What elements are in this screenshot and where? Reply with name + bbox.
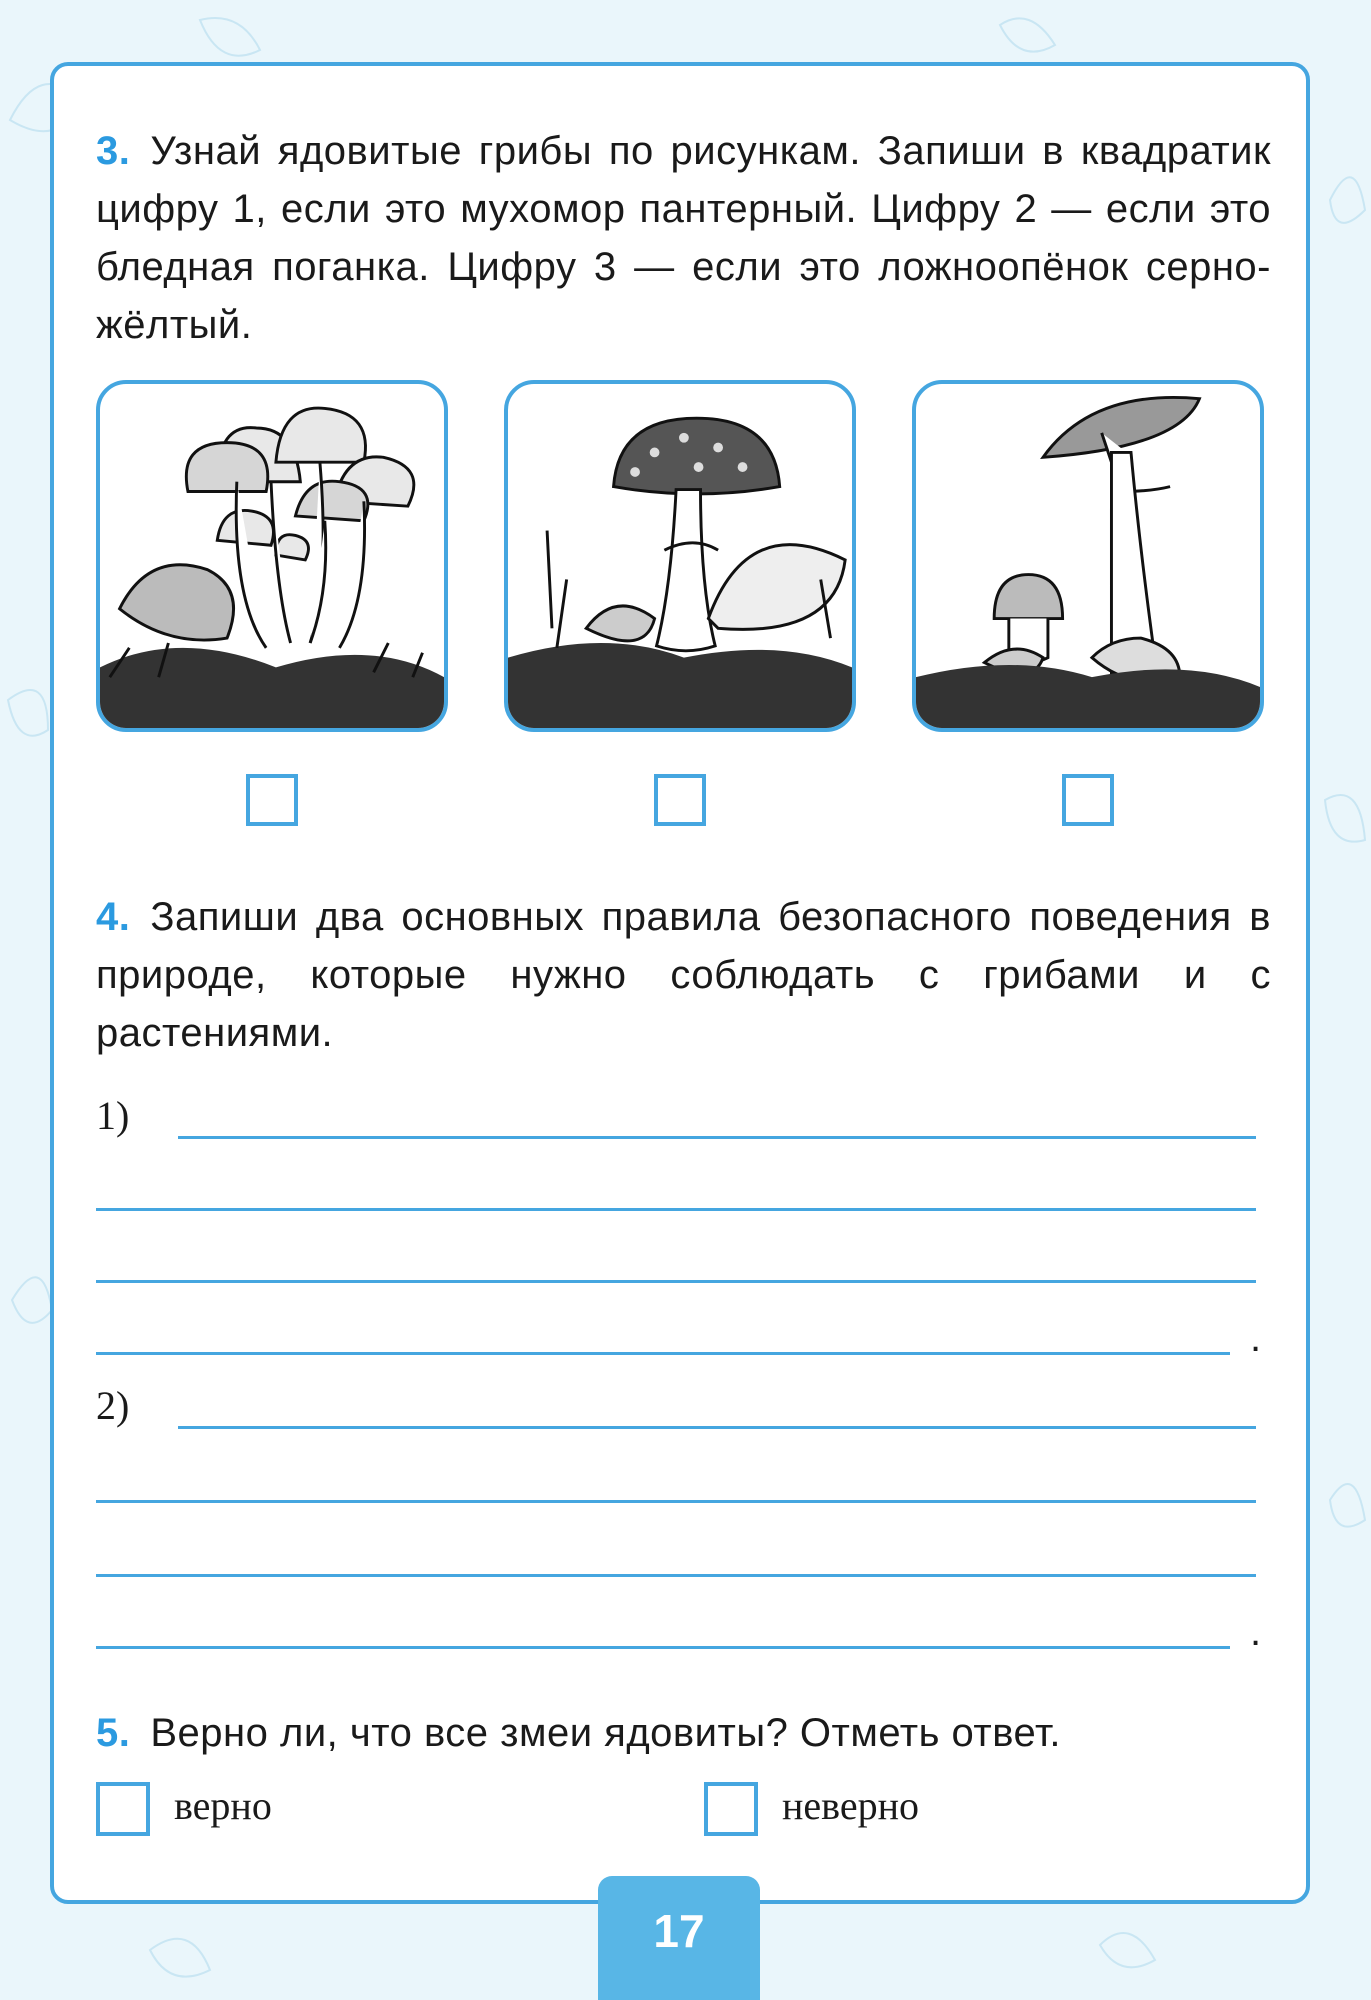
task-4-number: 4. — [96, 895, 131, 939]
death-cap-picture — [912, 380, 1264, 732]
writing-line[interactable] — [96, 1208, 1256, 1211]
writing-line[interactable] — [96, 1574, 1256, 1577]
task-5 — [96, 1704, 1271, 1762]
writing-line[interactable] — [178, 1426, 1256, 1429]
answer-2-label: 2) — [96, 1383, 130, 1428]
page-number: 17 — [653, 1905, 705, 1957]
task-4 — [96, 888, 1271, 1062]
task-5-number: 5. — [96, 1711, 131, 1755]
task-3-number: 3. — [96, 129, 131, 173]
panther-cap-picture — [504, 380, 856, 732]
task-3 — [96, 122, 1271, 354]
page-number-tab — [598, 1876, 760, 2000]
false-checkbox[interactable] — [704, 1782, 758, 1836]
writing-line[interactable] — [96, 1500, 1256, 1503]
mushroom-cluster-picture — [96, 380, 448, 732]
answer-1-label: 1) — [96, 1093, 130, 1138]
writing-line[interactable] — [178, 1136, 1256, 1139]
answer-box-3[interactable] — [1062, 774, 1114, 826]
task-5-text: Верно ли, что все змеи ядовиты? Отметь ответ. — [150, 1711, 1061, 1755]
period-mark: . — [1250, 1610, 1262, 1654]
false-label: неверно — [782, 1783, 919, 1828]
writing-line[interactable] — [96, 1646, 1230, 1649]
true-label: верно — [174, 1783, 272, 1828]
writing-line[interactable] — [96, 1352, 1230, 1355]
task-3-text: Узнай ядовитые грибы по рисункам. Запиши в квадратик цифру 1, если это мухомор пантерный. Цифру 2 — если это бледная поганка. Цифру 3 — если это ложноопёнок серно-жёлтый. — [96, 129, 1271, 347]
answer-box-2[interactable] — [654, 774, 706, 826]
writing-line[interactable] — [96, 1280, 1256, 1283]
period-mark: . — [1250, 1316, 1262, 1360]
task-4-text: Запиши два основных правила безопасного поведения в природе, которые нужно соблюдать с грибами и с растениями. — [96, 895, 1271, 1055]
answer-box-1[interactable] — [246, 774, 298, 826]
true-checkbox[interactable] — [96, 1782, 150, 1836]
